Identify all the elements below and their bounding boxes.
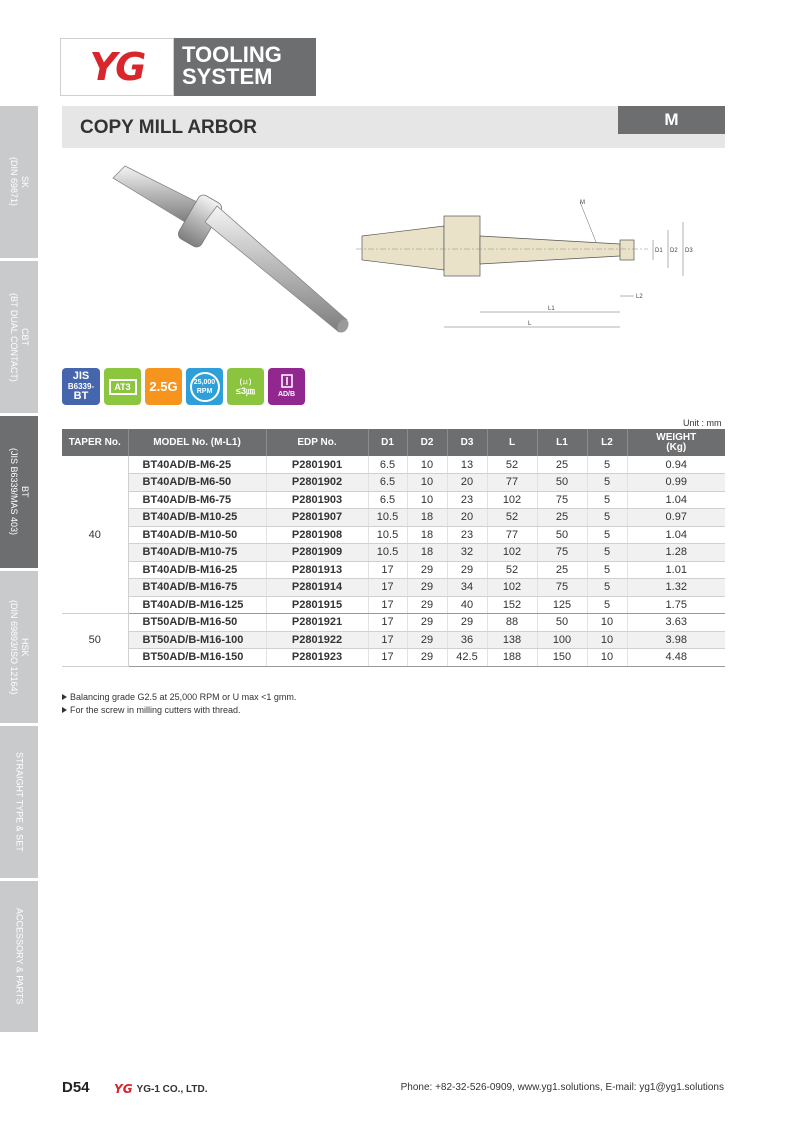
l-cell: 138 [487, 631, 537, 649]
l-cell: 102 [487, 579, 537, 597]
weight-cell: 0.97 [627, 509, 725, 527]
rpm-icon: 25,000 RPM [186, 368, 223, 405]
table-row [62, 631, 725, 649]
model-cell: BT40AD/B-M6-75 [128, 491, 266, 509]
d2-cell: 29 [407, 596, 447, 614]
d3-cell: 20 [447, 509, 487, 527]
d1-cell: 17 [368, 649, 407, 667]
l-cell: 52 [487, 456, 537, 474]
col-d2: D2 [407, 429, 447, 456]
d1-cell: 10.5 [368, 526, 407, 544]
model-cell: BT40AD/B-M16-125 [128, 596, 266, 614]
d1-cell: 17 [368, 596, 407, 614]
l-cell: 102 [487, 544, 537, 562]
side-tab-sk[interactable]: SK (DIN 69871) [0, 106, 38, 258]
taper-cell: 40 [62, 456, 128, 614]
feature-icons [62, 368, 305, 408]
col-model: MODEL No. (M-L1) [128, 429, 266, 456]
edp-cell: P2801923 [266, 649, 368, 667]
edp-cell: P2801902 [266, 474, 368, 492]
table-row [62, 544, 725, 562]
table-row [62, 561, 725, 579]
l2-cell: 5 [587, 474, 627, 492]
d1-cell: 6.5 [368, 474, 407, 492]
d3-cell: 23 [447, 526, 487, 544]
model-cell: BT40AD/B-M16-75 [128, 579, 266, 597]
spec-table [62, 429, 725, 667]
l2-cell: 10 [587, 614, 627, 632]
l-cell: 77 [487, 474, 537, 492]
l-cell: 77 [487, 526, 537, 544]
label-d1: D1 [655, 248, 663, 254]
d1-cell: 17 [368, 631, 407, 649]
l1-cell: 25 [537, 456, 587, 474]
d3-cell: 32 [447, 544, 487, 562]
l1-cell: 75 [537, 544, 587, 562]
l1-cell: 25 [537, 509, 587, 527]
brand-logo [60, 38, 316, 96]
table-row [62, 491, 725, 509]
weight-cell: 1.32 [627, 579, 725, 597]
l1-cell: 75 [537, 491, 587, 509]
l2-cell: 5 [587, 579, 627, 597]
l1-cell: 150 [537, 649, 587, 667]
table-header [62, 429, 725, 456]
edp-cell: P2801922 [266, 631, 368, 649]
d1-cell: 6.5 [368, 491, 407, 509]
col-weight: WEIGHT (Kg) [627, 429, 725, 456]
page-title: COPY MILL ARBOR [80, 117, 257, 138]
arbor-product-image [105, 160, 365, 350]
l-cell: 88 [487, 614, 537, 632]
edp-cell: P2801901 [266, 456, 368, 474]
label-m: M [580, 200, 585, 206]
d1-cell: 17 [368, 579, 407, 597]
d2-cell: 10 [407, 474, 447, 492]
d2-cell: 10 [407, 456, 447, 474]
side-tab-hsk[interactable]: HSK (DIN 69893/ISO 12164) [0, 571, 38, 723]
weight-cell: 1.75 [627, 596, 725, 614]
table-row [62, 596, 725, 614]
col-d1: D1 [368, 429, 407, 456]
weight-cell: 1.01 [627, 561, 725, 579]
edp-cell: P2801908 [266, 526, 368, 544]
l1-cell: 75 [537, 579, 587, 597]
coolant-adb-icon: AD/B [268, 368, 305, 405]
table-row [62, 526, 725, 544]
edp-cell: P2801913 [266, 561, 368, 579]
col-taper: TAPER No. [62, 429, 128, 456]
l1-cell: 125 [537, 596, 587, 614]
l-cell: 102 [487, 491, 537, 509]
table-row [62, 474, 725, 492]
model-cell: BT50AD/B-M16-50 [128, 614, 266, 632]
side-tab-cbt[interactable]: CBT (BT DUAL CONTACT) [0, 261, 38, 413]
edp-cell: P2801921 [266, 614, 368, 632]
tooling-system-label: TOOLING SYSTEM [174, 38, 316, 96]
taper-cell: 50 [62, 614, 128, 667]
runout-accuracy-icon: (ㄩ) ≤3㎛ [227, 368, 264, 405]
edp-cell: P2801909 [266, 544, 368, 562]
d3-cell: 40 [447, 596, 487, 614]
label-l1: L1 [548, 306, 555, 312]
edp-cell: P2801907 [266, 509, 368, 527]
d3-cell: 20 [447, 474, 487, 492]
unit-label: Unit : mm [683, 418, 722, 428]
d1-cell: 6.5 [368, 456, 407, 474]
d1-cell: 10.5 [368, 544, 407, 562]
edp-cell: P2801914 [266, 579, 368, 597]
col-l1: L1 [537, 429, 587, 456]
model-cell: BT40AD/B-M16-25 [128, 561, 266, 579]
page-number: D54 [62, 1079, 90, 1096]
col-edp: EDP No. [266, 429, 368, 456]
model-cell: BT50AD/B-M16-100 [128, 631, 266, 649]
table-row [62, 649, 725, 667]
weight-cell: 3.98 [627, 631, 725, 649]
col-d3: D3 [447, 429, 487, 456]
footer-logo: YG YG-1 CO., LTD. [114, 1082, 208, 1096]
d2-cell: 18 [407, 544, 447, 562]
l1-cell: 100 [537, 631, 587, 649]
type-tag: M [618, 106, 725, 134]
table-row [62, 456, 725, 474]
l2-cell: 10 [587, 649, 627, 667]
d3-cell: 34 [447, 579, 487, 597]
jis-standard-icon: JIS B6339- BT [62, 368, 100, 405]
label-d3: D3 [685, 248, 693, 254]
d3-cell: 13 [447, 456, 487, 474]
l2-cell: 5 [587, 561, 627, 579]
weight-cell: 3.63 [627, 614, 725, 632]
d3-cell: 29 [447, 561, 487, 579]
d3-cell: 36 [447, 631, 487, 649]
table-row [62, 509, 725, 527]
weight-cell: 4.48 [627, 649, 725, 667]
weight-cell: 1.04 [627, 491, 725, 509]
edp-cell: P2801903 [266, 491, 368, 509]
d1-cell: 17 [368, 614, 407, 632]
d1-cell: 17 [368, 561, 407, 579]
l1-cell: 50 [537, 526, 587, 544]
at3-taper-icon: AT3 [104, 368, 141, 405]
l2-cell: 5 [587, 509, 627, 527]
side-tab-straight[interactable]: STRAIGHT TYPE & SET [0, 726, 38, 878]
l-cell: 188 [487, 649, 537, 667]
yg-logo-mark: YG [60, 38, 174, 96]
d3-cell: 42.5 [447, 649, 487, 667]
d1-cell: 10.5 [368, 509, 407, 527]
table-row [62, 579, 725, 597]
d3-cell: 23 [447, 491, 487, 509]
l1-cell: 25 [537, 561, 587, 579]
table-row [62, 614, 725, 632]
notes [62, 691, 296, 717]
l2-cell: 5 [587, 456, 627, 474]
side-tab-accessory[interactable]: ACCESSORY & PARTS [0, 881, 38, 1032]
l1-cell: 50 [537, 474, 587, 492]
d2-cell: 18 [407, 526, 447, 544]
technical-drawing [348, 192, 698, 334]
l2-cell: 5 [587, 544, 627, 562]
note-1: Balancing grade G2.5 at 25,000 RPM or U max <1 gmm. [62, 691, 296, 704]
model-cell: BT40AD/B-M10-50 [128, 526, 266, 544]
l1-cell: 50 [537, 614, 587, 632]
weight-cell: 1.04 [627, 526, 725, 544]
d2-cell: 10 [407, 491, 447, 509]
model-cell: BT40AD/B-M6-50 [128, 474, 266, 492]
l-cell: 52 [487, 509, 537, 527]
model-cell: BT40AD/B-M10-75 [128, 544, 266, 562]
model-cell: BT40AD/B-M10-25 [128, 509, 266, 527]
d2-cell: 29 [407, 614, 447, 632]
l-cell: 152 [487, 596, 537, 614]
model-cell: BT50AD/B-M16-150 [128, 649, 266, 667]
l-cell: 52 [487, 561, 537, 579]
footer-contact: Phone: +82-32-526-0909, www.yg1.solutions, E-mail: yg1@yg1.solutions [400, 1082, 724, 1093]
side-tab-bt[interactable]: BT (JIS B6339/MAS 403) [0, 416, 38, 568]
col-l: L [487, 429, 537, 456]
l2-cell: 5 [587, 526, 627, 544]
weight-cell: 0.99 [627, 474, 725, 492]
edp-cell: P2801915 [266, 596, 368, 614]
d2-cell: 29 [407, 649, 447, 667]
note-2: For the screw in milling cutters with thread. [62, 704, 296, 717]
label-d2: D2 [670, 248, 678, 254]
label-l2: L2 [636, 294, 643, 300]
col-l2: L2 [587, 429, 627, 456]
weight-cell: 1.28 [627, 544, 725, 562]
side-navigation [0, 106, 38, 1032]
d2-cell: 29 [407, 561, 447, 579]
l2-cell: 10 [587, 631, 627, 649]
d2-cell: 29 [407, 579, 447, 597]
balancing-grade-icon: 2.5G [145, 368, 182, 405]
l2-cell: 5 [587, 596, 627, 614]
d2-cell: 18 [407, 509, 447, 527]
l2-cell: 5 [587, 491, 627, 509]
model-cell: BT40AD/B-M6-25 [128, 456, 266, 474]
weight-cell: 0.94 [627, 456, 725, 474]
d2-cell: 29 [407, 631, 447, 649]
d3-cell: 29 [447, 614, 487, 632]
label-l: L [528, 321, 532, 327]
